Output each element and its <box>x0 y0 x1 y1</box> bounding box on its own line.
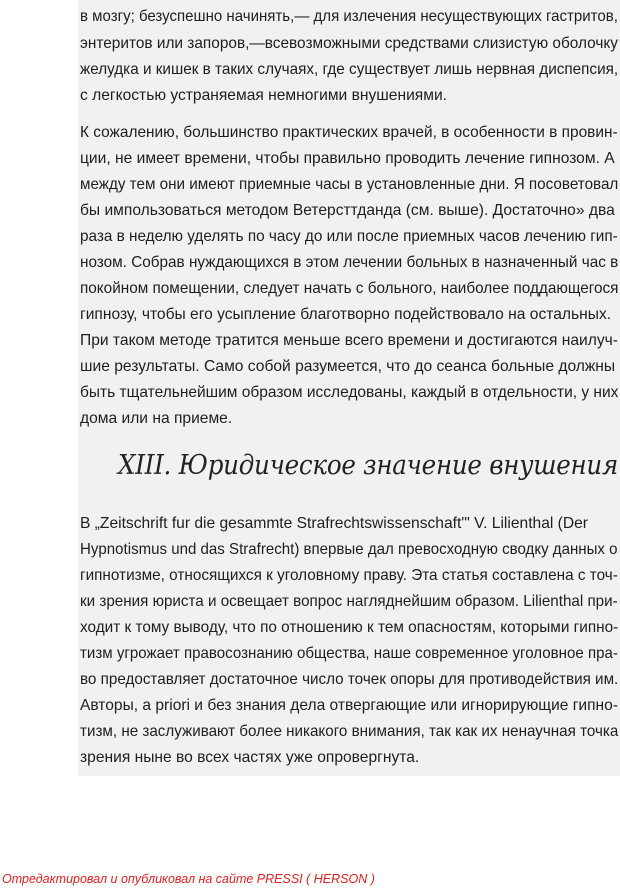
paragraph-2-line: гипнозу, чтобы его усыпление благотворно подействовало на остальных. <box>80 306 612 323</box>
paragraph-3-line: гипнотизме, относящихся к уголовному праву. Эта статья составлена с точ- <box>80 567 618 584</box>
paragraph-2-line: раза в неделю уделять по часу до или после приемных часов лечению гип- <box>80 228 618 245</box>
section-heading: XIII. Юридическое значение внушения <box>118 450 618 481</box>
paragraph-2-line: дома или на приеме. <box>80 410 233 427</box>
paragraph-2-line: покойном помещении, следует начать с больного, наиболее поддающегося <box>80 280 619 297</box>
paragraph-1-line: в мозгу; безуспешно начинять,— для излечения несуществующих гастритов, <box>80 8 618 25</box>
paragraph-1-line: энтеритов или запоров,—всевозможными средствами слизистую оболочку <box>80 35 619 52</box>
paragraph-1-line: с легкостью устраняемая немногими внушениями. <box>80 87 448 104</box>
footer-credit: Отредактировал и опубликовал на сайте PRESSI ( HERSON ) <box>2 872 375 886</box>
paragraph-3-line: тизм, не заслуживают более никакого внимания, так как их ненаучная точка <box>80 723 619 740</box>
paragraph-3-line: Авторы, a priori и без знания дела отвергающие или игнорирующие гипно- <box>80 697 618 714</box>
paragraph-2-line: бы импользоваться методом Ветерсттданда (см. выше). Достаточно» два <box>80 202 615 219</box>
paragraph-2-line: нозом. Собрав нуждающихся в этом лечении больных в назначенный час в <box>80 254 619 271</box>
paragraph-1-line: желудка и кишек в таких случаях, где существует лишь нервная диспепсия, <box>80 61 619 78</box>
paragraph-2-line: быть тщательнейшим образом исследованы, каждый в отдельности, у них <box>80 384 619 401</box>
paragraph-3-line: В „Zeitschrift fur die gesammte Strafrechtswissenschaft'" V. Lilienthal (Der <box>80 515 588 532</box>
paragraph-2-line: При таком методе тратится меньше всего времени и достигаются наилуч- <box>80 332 618 349</box>
paragraph-3-line: зрения ныне во всех частях уже опровергнута. <box>80 749 420 766</box>
paragraph-3-line: тизм угрожает правосознанию общества, наше современное уголовное пра- <box>80 645 618 662</box>
paragraph-3-line: Hypnotismus und das Strafrecht) впервые дал превосходную сводку данных о <box>80 541 618 558</box>
paragraph-3-line: ходит к тому выводу, что по отношению к тем опасностям, которыми гипно- <box>80 619 619 636</box>
paragraph-2-line: ции, не имеет времени, чтобы правильно проводить лечение гипнозом. А <box>80 150 615 167</box>
paragraph-2-line: шие результаты. Само собой разумеется, что до сеанса больные должны <box>80 358 616 375</box>
paragraph-2-line: К сожалению, большинство практических врачей, в особенности в провин- <box>80 124 618 141</box>
paragraph-2-line: между тем они имеют приемные часы в установленные дни. Я посоветовал <box>80 176 619 193</box>
paragraph-3-line: во предоставляет достаточное число точек опоры для противодействия им. <box>80 671 619 688</box>
paragraph-3-line: ки зрения юриста и освещает вопрос нагляднейшим образом. Lilienthal при- <box>80 593 618 610</box>
